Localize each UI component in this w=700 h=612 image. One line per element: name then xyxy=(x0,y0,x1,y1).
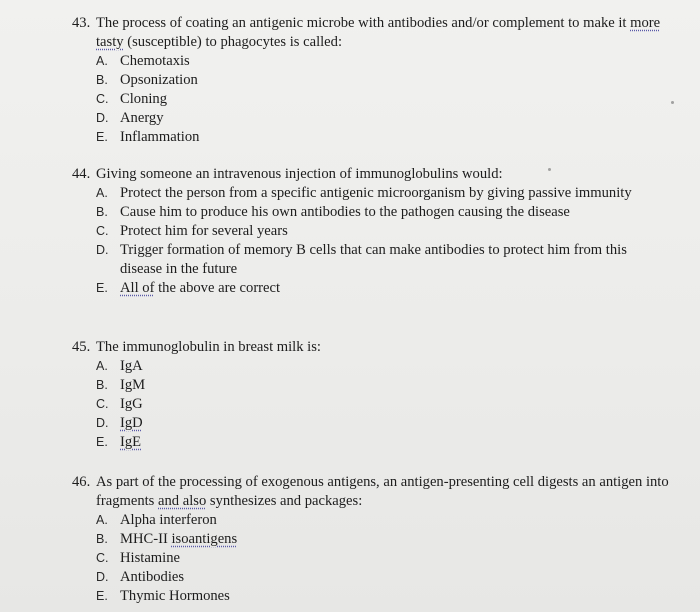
option-letter: C. xyxy=(96,224,109,238)
question-number: 46. xyxy=(72,474,91,490)
option-a xyxy=(72,52,672,71)
option-a xyxy=(72,357,672,376)
option-letter: A. xyxy=(96,186,108,200)
option-letter: C. xyxy=(96,92,109,106)
answer-options xyxy=(72,52,672,147)
question-text: Giving someone an intravenous injection of immunoglobulins would: xyxy=(96,166,503,182)
question-number: 45. xyxy=(72,339,91,355)
option-text: IgA xyxy=(120,358,143,374)
option-letter: D. xyxy=(96,416,109,430)
question-stem xyxy=(72,338,672,357)
option-letter: D. xyxy=(96,570,109,584)
option-letter: C. xyxy=(96,551,109,565)
spellcheck-marked-text: All of xyxy=(120,280,155,296)
option-text: Opsonization xyxy=(120,72,198,88)
question-stem xyxy=(72,165,672,184)
option-text: IgG xyxy=(120,396,143,412)
option-text: the above are correct xyxy=(154,280,281,296)
question-stem xyxy=(72,14,672,52)
option-letter: A. xyxy=(96,54,108,68)
option-c xyxy=(72,395,672,414)
option-d xyxy=(72,568,672,587)
question-stem xyxy=(72,473,672,511)
option-b xyxy=(72,203,672,222)
option-a xyxy=(72,511,672,530)
option-text: Cloning xyxy=(120,91,168,107)
answer-options xyxy=(72,184,672,298)
option-c xyxy=(72,90,672,109)
option-text: Protect the person from a specific antigenic microorganism by giving passive immunity xyxy=(120,185,632,201)
question-45 xyxy=(72,338,672,452)
question-46 xyxy=(72,473,672,606)
option-text: Cause him to produce his own antibodies to the pathogen causing the disease xyxy=(120,204,570,220)
spellcheck-marked-text: and also xyxy=(158,493,207,509)
question-44 xyxy=(72,165,672,298)
option-b xyxy=(72,376,672,395)
paper-speck xyxy=(671,101,674,104)
question-number: 44. xyxy=(72,166,91,182)
option-letter: D. xyxy=(96,243,109,257)
spellcheck-marked-text: more tasty xyxy=(96,15,661,50)
option-text: Protect him for several years xyxy=(120,223,288,239)
spellcheck-marked-text: IgE xyxy=(120,434,142,450)
spellcheck-marked-text: IgD xyxy=(120,415,143,431)
answer-options xyxy=(72,357,672,452)
answer-options xyxy=(72,511,672,606)
option-d xyxy=(72,109,672,128)
option-d xyxy=(72,241,672,279)
paper-speck xyxy=(548,168,551,171)
question-text: As part of the processing of exogenous antigens, an antigen-presenting cell digests an antigen into fragments xyxy=(96,474,669,509)
option-letter: A. xyxy=(96,359,108,373)
question-text-continued: synthesizes and packages: xyxy=(206,493,363,509)
option-letter: B. xyxy=(96,73,108,87)
question-text: The process of coating an antigenic microbe with antibodies and/or complement to make it xyxy=(96,15,631,31)
question-number: 43. xyxy=(72,15,91,31)
option-b xyxy=(72,71,672,90)
option-b xyxy=(72,530,672,549)
option-letter: B. xyxy=(96,378,108,392)
option-text: Inflammation xyxy=(120,129,200,145)
option-e xyxy=(72,433,672,452)
option-letter: B. xyxy=(96,205,108,219)
option-text: IgM xyxy=(120,377,146,393)
option-text: Antibodies xyxy=(120,569,185,585)
option-c xyxy=(72,549,672,568)
question-43 xyxy=(72,14,672,147)
option-letter: A. xyxy=(96,513,108,527)
option-text: Anergy xyxy=(120,110,164,126)
option-c xyxy=(72,222,672,241)
option-d xyxy=(72,414,672,433)
spellcheck-marked-text: isoantigens xyxy=(171,531,238,547)
option-text: MHC-II xyxy=(120,531,172,547)
option-text: Trigger formation of memory B cells that can make antibodies to protect him from this disease in the future xyxy=(120,242,627,277)
option-letter: B. xyxy=(96,532,108,546)
option-e xyxy=(72,128,672,147)
option-text: Histamine xyxy=(120,550,180,566)
option-a xyxy=(72,184,672,203)
option-text: Thymic Hormones xyxy=(120,588,230,604)
option-text: Alpha interferon xyxy=(120,512,217,528)
option-letter: E. xyxy=(96,589,108,603)
option-letter: E. xyxy=(96,435,108,449)
option-letter: E. xyxy=(96,130,108,144)
option-text: Chemotaxis xyxy=(120,53,190,69)
option-e xyxy=(72,587,672,606)
option-letter: E. xyxy=(96,281,108,295)
option-letter: C. xyxy=(96,397,109,411)
option-e xyxy=(72,279,672,298)
question-text: The immunoglobulin in breast milk is: xyxy=(96,339,321,355)
question-text-continued: (susceptible) to phagocytes is called: xyxy=(123,34,343,50)
option-letter: D. xyxy=(96,111,109,125)
